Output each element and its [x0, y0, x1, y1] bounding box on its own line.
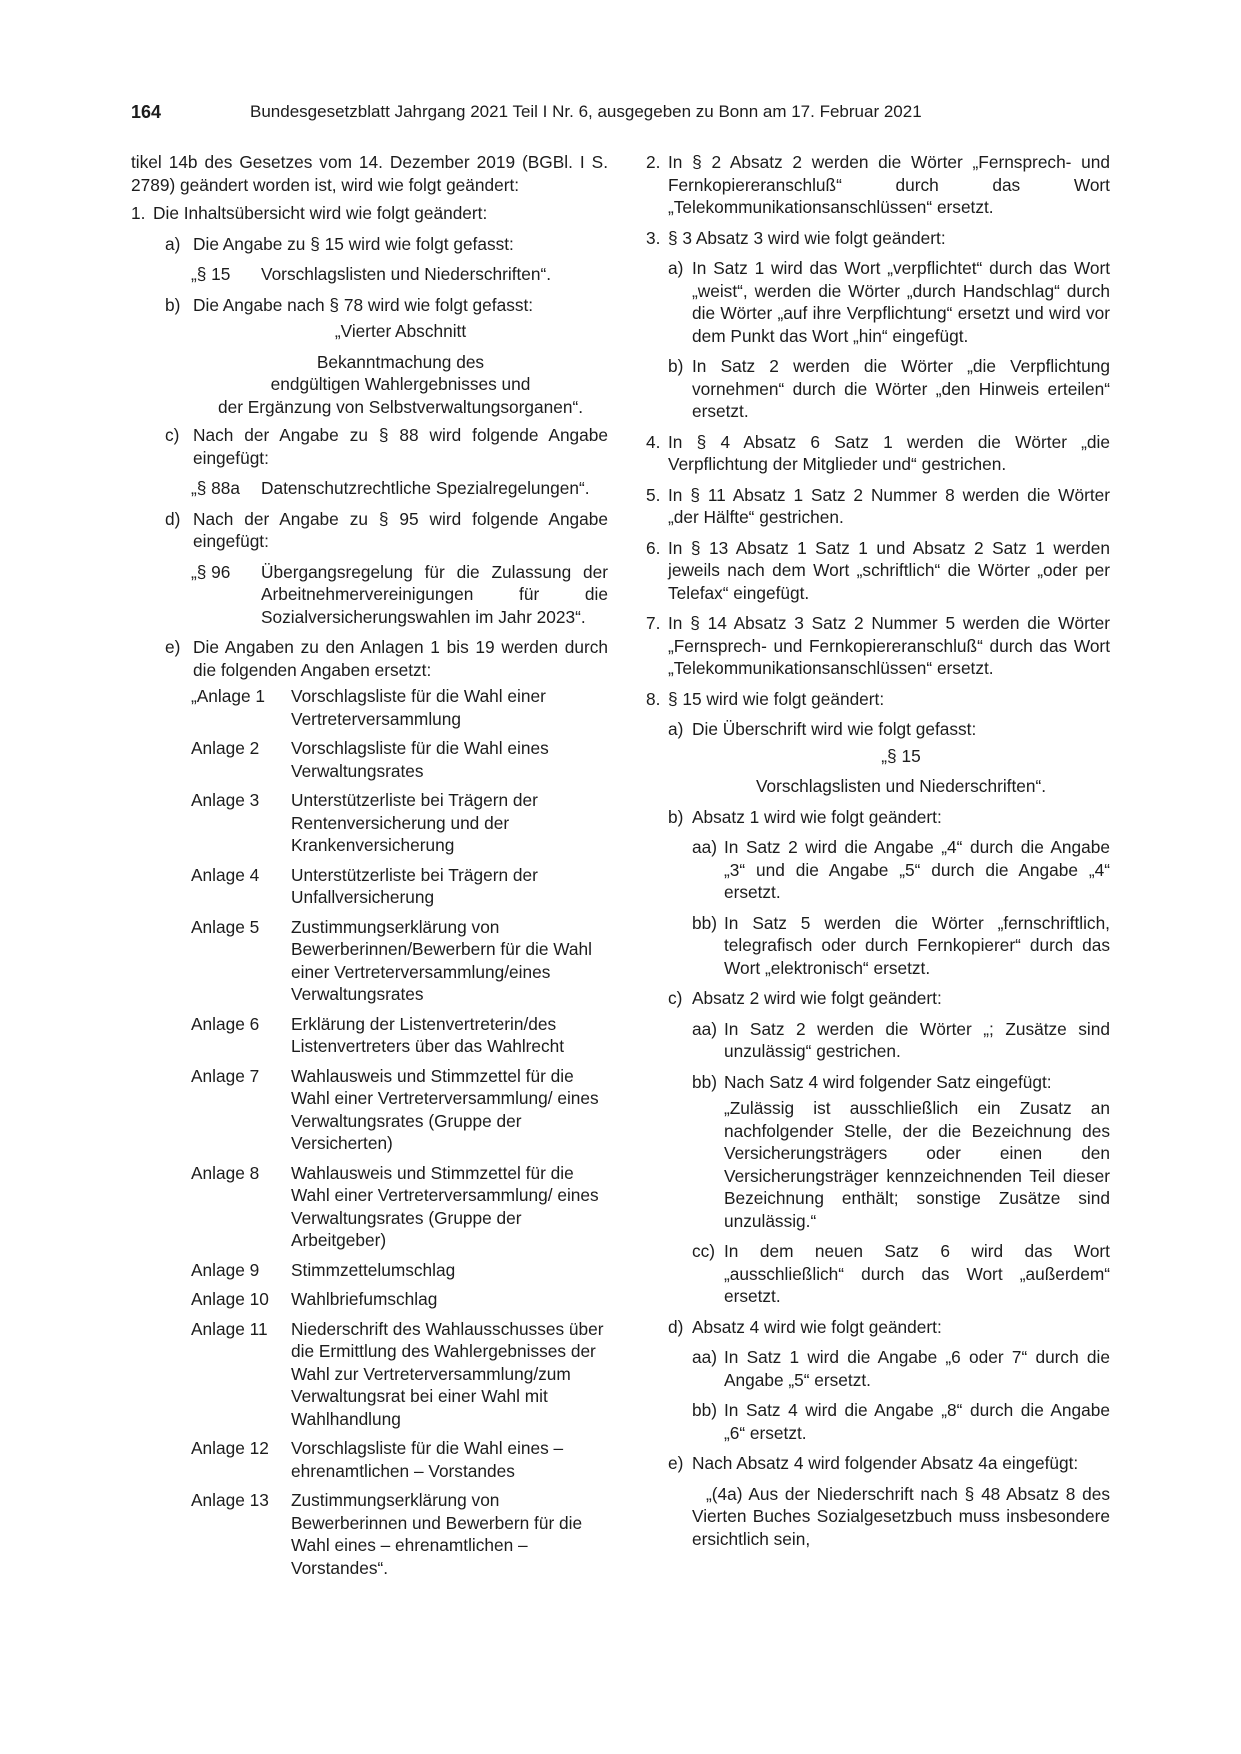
anlage-entry — [131, 1318, 608, 1431]
section-heading-block — [131, 320, 608, 418]
item-text: In § 11 Absatz 1 Satz 2 Nummer 8 werden die Wörter „der Hälfte“ gestrichen. — [668, 484, 1110, 527]
anlage-label: Anlage 8 — [191, 1162, 260, 1183]
anlage-label: Anlage 13 — [191, 1490, 269, 1510]
list-item-5 — [646, 484, 1110, 529]
sub-item-8a — [646, 718, 1110, 741]
item-text: § 15 wird wie folgt geändert: — [668, 688, 885, 709]
declaration-88a — [131, 477, 608, 500]
sub-item-8d — [646, 1316, 1110, 1339]
item-number: 5. — [646, 484, 661, 505]
item-marker: b) — [668, 806, 684, 827]
item-marker: aa) — [692, 837, 717, 857]
anlage-entry — [131, 685, 608, 730]
sub-item-8b-aa — [646, 836, 1110, 904]
intro-paragraph: tikel 14b des Gesetzes vom 14. Dezember 2019 (BGBl. I S. 2789) geändert worden ist, wird wie folgt geändert: — [131, 152, 608, 195]
page-header — [131, 100, 991, 130]
running-head: Bundesgesetzblatt Jahrgang 2021 Teil I Nr. 6, ausgegeben zu Bonn am 17. Februar 2021 — [250, 102, 922, 121]
decl-value: Datenschutzrechtliche Spezialregelungen“. — [261, 478, 590, 498]
item-number: 4. — [646, 431, 661, 452]
anlage-entry — [131, 789, 608, 857]
item-marker: aa) — [692, 1347, 717, 1367]
heading-line: der Ergänzung von Selbstverwaltungsorganen“. — [217, 396, 584, 417]
sub-item-3a — [646, 257, 1110, 347]
declaration-15 — [131, 263, 608, 286]
item-text: In Satz 2 werden die Wörter „die Verpflichtung vornehmen“ durch die Wörter „den Hinweis erteilen“ ersetzt. — [692, 356, 1110, 421]
left-column — [131, 151, 608, 1586]
item-text: Nach Satz 4 wird folgender Satz eingefügt: — [724, 1071, 1052, 1092]
item-marker: d) — [668, 1316, 684, 1337]
item-text: Nach Absatz 4 wird folgender Absatz 4a eingefügt: — [692, 1453, 1079, 1473]
sub-item-d — [131, 508, 608, 553]
item-text: In § 13 Absatz 1 Satz 1 und Absatz 2 Satz 1 werden jeweils nach dem Wort „schriftlich“ die Wörter „oder per Telefax“ eingefügt. — [668, 537, 1110, 603]
item-number: 3. — [646, 227, 661, 248]
item-marker: a) — [668, 719, 684, 739]
anlage-label: Anlage 4 — [191, 864, 260, 885]
anlage-entry — [131, 1013, 608, 1058]
anlagen-list — [131, 685, 608, 1579]
sub-item-8b — [646, 806, 1110, 829]
sub-item-8d-aa — [646, 1346, 1110, 1391]
inserted-sentence-quote: „Zulässig ist ausschließlich ein Zusatz an nachfolgender Stelle, der die Bezeichnung des Versicherungsträgers oder einen den Versicherungsträger kennzeichnenden Teil dieser Bezeichnung enthält; sonstige Zusätze sind unzulässig.“ — [724, 1098, 1110, 1231]
anlage-entry — [131, 864, 608, 909]
item-marker: a) — [165, 233, 181, 254]
anlage-entry — [131, 1259, 608, 1282]
anlage-entry — [131, 1162, 608, 1252]
anlage-entry — [131, 1489, 608, 1579]
anlage-title: Unterstützerliste bei Trägern der Rentenversicherung und der Krankenversicherung — [291, 790, 538, 855]
anlage-title: Vorschlagsliste für die Wahl einer Vertreterversammlung — [291, 686, 546, 729]
heading-line: endgültigen Wahlergebnisses und — [270, 374, 531, 394]
item-marker: bb) — [692, 1400, 717, 1420]
list-item-2 — [646, 151, 1110, 219]
decl-value: Übergangsregelung für die Zulassung der Arbeitnehmervereinigungen für die Sozialversicherungswahlen im Jahr 2023“. — [261, 561, 608, 627]
right-column — [646, 151, 1110, 1550]
decl-key: „§ 96 — [191, 561, 231, 582]
sub-item-8b-bb — [646, 912, 1110, 980]
anlage-label: Anlage 5 — [191, 916, 260, 937]
page-number: 164 — [131, 102, 162, 122]
sub-item-8c-bb — [646, 1071, 1110, 1094]
anlage-title: Wahlausweis und Stimmzettel für die Wahl einer Vertreterversammlung/ eines Verwaltungsrates (Gruppe der Versicherten) — [291, 1065, 599, 1153]
list-item-3 — [646, 227, 1110, 250]
anlage-label: Anlage 12 — [191, 1438, 269, 1458]
sub-item-c — [131, 424, 608, 469]
anlage-title: Vorschlagsliste für die Wahl eines Verwaltungsrates — [291, 738, 549, 781]
item-text: In Satz 4 wird die Angabe „8“ durch die Angabe „6“ ersetzt. — [724, 1400, 1110, 1443]
item-text: Absatz 4 wird wie folgt geändert: — [692, 1316, 942, 1337]
decl-key: „§ 15 — [191, 264, 231, 284]
item-text: Nach der Angabe zu § 95 wird folgende Angabe eingefügt: — [193, 508, 608, 551]
item-marker: c) — [668, 988, 683, 1008]
item-text: In § 2 Absatz 2 werden die Wörter „Fernsprech- und Fernkopiereranschluß“ durch das Wort „Telekommunikationsanschlüssen“ ersetzt. — [668, 152, 1110, 217]
anlage-entry — [131, 1288, 608, 1311]
anlage-title: Erklärung der Listenvertreterin/des Listenvertreters über das Wahlrecht — [291, 1013, 565, 1056]
anlage-title: Stimmzettelumschlag — [291, 1259, 456, 1280]
heading-line: Bekanntmachung des — [316, 351, 485, 372]
sub-item-3b — [646, 355, 1110, 423]
anlage-label: Anlage 2 — [191, 738, 260, 758]
item-text: Die Angabe nach § 78 wird wie folgt gefasst: — [193, 294, 534, 315]
list-item-4 — [646, 431, 1110, 476]
anlage-entry — [131, 1065, 608, 1155]
sub-item-8c-cc — [646, 1240, 1110, 1308]
list-item-1 — [131, 202, 608, 225]
item-marker: e) — [668, 1453, 684, 1473]
item-text: Die Angabe zu § 15 wird wie folgt gefasst: — [193, 233, 514, 254]
list-item-6 — [646, 537, 1110, 605]
item-text: § 3 Absatz 3 wird wie folgt geändert: — [668, 227, 946, 248]
sub-item-8e — [646, 1452, 1110, 1475]
anlage-title: Zustimmungserklärung von Bewerberinnen und Bewerbern für die Wahl eines – ehrenamtlichen – Vorstandes“. — [291, 1490, 583, 1578]
declaration-96 — [131, 561, 608, 629]
anlage-title: Vorschlagsliste für die Wahl eines – ehrenamtlichen – Vorstandes — [291, 1438, 564, 1481]
item-text: In Satz 2 wird die Angabe „4“ durch die Angabe „3“ und die Angabe „5“ durch die Angabe „4“ ersetzt. — [724, 837, 1110, 902]
list-item-7 — [646, 612, 1110, 680]
item-marker: bb) — [692, 912, 717, 933]
item-text: Die Überschrift wird wie folgt gefasst: — [692, 719, 977, 739]
item-text: In dem neuen Satz 6 wird das Wort „ausschließlich“ durch das Wort „außerdem“ ersetzt. — [724, 1241, 1110, 1306]
anlage-label: Anlage 7 — [191, 1065, 260, 1086]
item-number: 6. — [646, 537, 661, 558]
sub-item-e — [131, 636, 608, 681]
list-item-8 — [646, 688, 1110, 711]
item-text: In Satz 5 werden die Wörter „fernschriftlich, telegrafisch oder durch Fernkopierer“ durch das Wort „elektronisch“ ersetzt. — [724, 912, 1110, 978]
item-marker: b) — [668, 356, 684, 376]
sub-item-a — [131, 233, 608, 256]
decl-value: Vorschlagslisten und Niederschriften“. — [261, 264, 552, 284]
new-paragraph-4a-quote: „(4a) Aus der Niederschrift nach § 48 Absatz 8 des Vierten Buches Sozialgesetzbuch muss insbesondere ersichtlich sein, — [692, 1483, 1110, 1549]
item-number: 7. — [646, 613, 661, 633]
anlage-label: „Anlage 1 — [191, 686, 265, 706]
item-text: In Satz 1 wird die Angabe „6 oder 7“ durch die Angabe „5“ ersetzt. — [724, 1347, 1110, 1390]
item-marker: e) — [165, 637, 181, 657]
anlage-entry — [131, 1437, 608, 1482]
item-text: In Satz 1 wird das Wort „verpflichtet“ durch das Wort „weist“, werden die Wörter „durch Handschlag“ durch die Wörter „auf ihre Verpflichtung“ ersetzt und wird vor dem Punkt das Wort „hin“ eingefügt. — [692, 258, 1110, 346]
decl-key: „§ 88a — [191, 478, 241, 498]
heading-line: „Vierter Abschnitt — [334, 321, 467, 341]
heading-line: „§ 15 — [881, 745, 921, 766]
item-number: 1. — [131, 203, 146, 223]
anlage-title: Wahlausweis und Stimmzettel für die Wahl einer Vertreterversammlung/ eines Verwaltungsrates (Gruppe der Arbeitgeber) — [291, 1162, 599, 1250]
item-text: In Satz 2 werden die Wörter „; Zusätze sind unzulässig“ gestrichen. — [724, 1018, 1110, 1061]
item-number: 8. — [646, 688, 661, 709]
item-marker: bb) — [692, 1071, 717, 1092]
anlage-label: Anlage 9 — [191, 1259, 260, 1280]
sub-item-8c-aa — [646, 1018, 1110, 1063]
item-marker: c) — [165, 425, 180, 445]
anlage-label: Anlage 6 — [191, 1013, 260, 1034]
item-text: Absatz 2 wird wie folgt geändert: — [692, 988, 942, 1008]
anlage-entry — [131, 916, 608, 1006]
sub-item-8d-bb — [646, 1399, 1110, 1444]
item-text: Die Inhaltsübersicht wird wie folgt geändert: — [153, 203, 488, 223]
item-text: In § 14 Absatz 3 Satz 2 Nummer 5 werden die Wörter „Fernsprech- und Fernkopiereranschluß“ durch das Wort „Telekommunikationsanschlüssen“ ersetzt. — [668, 613, 1110, 678]
anlage-label: Anlage 3 — [191, 790, 260, 810]
item-marker: cc) — [692, 1241, 716, 1261]
anlage-title: Niederschrift des Wahlausschusses über die Ermittlung des Wahlergebnisses der Wahl zur Vertreterversammlung/zum Verwaltungsrat bei einer Wahl mit Wahlhandlung — [291, 1318, 604, 1429]
anlage-title: Wahlbriefumschlag — [291, 1289, 438, 1309]
sub-item-b — [131, 294, 608, 317]
anlage-title: Zustimmungserklärung von Bewerberinnen/Bewerbern für die Wahl einer Vertreterversammlung/eines Verwaltungsrates — [291, 916, 592, 1004]
sub-item-8c — [646, 987, 1110, 1010]
item-number: 2. — [646, 152, 661, 172]
item-text: Absatz 1 wird wie folgt geändert: — [692, 806, 942, 827]
item-text: In § 4 Absatz 6 Satz 1 werden die Wörter „die Verpflichtung der Mitglieder und“ gestrichen. — [668, 431, 1110, 474]
heading-line: Vorschlagslisten und Niederschriften“. — [755, 776, 1047, 796]
item-marker: aa) — [692, 1018, 717, 1039]
item-marker: a) — [668, 258, 684, 278]
item-text: Nach der Angabe zu § 88 wird folgende Angabe eingefügt: — [193, 425, 608, 468]
anlage-label: Anlage 10 — [191, 1289, 269, 1309]
item-marker: b) — [165, 294, 181, 315]
item-text: Die Angaben zu den Anlagen 1 bis 19 werden durch die folgenden Angaben ersetzt: — [193, 637, 608, 680]
anlage-title: Unterstützerliste bei Trägern der Unfallversicherung — [291, 864, 538, 907]
heading-block-15 — [646, 745, 1110, 798]
anlage-entry — [131, 737, 608, 782]
item-marker: d) — [165, 508, 181, 529]
anlage-label: Anlage 11 — [191, 1318, 268, 1339]
